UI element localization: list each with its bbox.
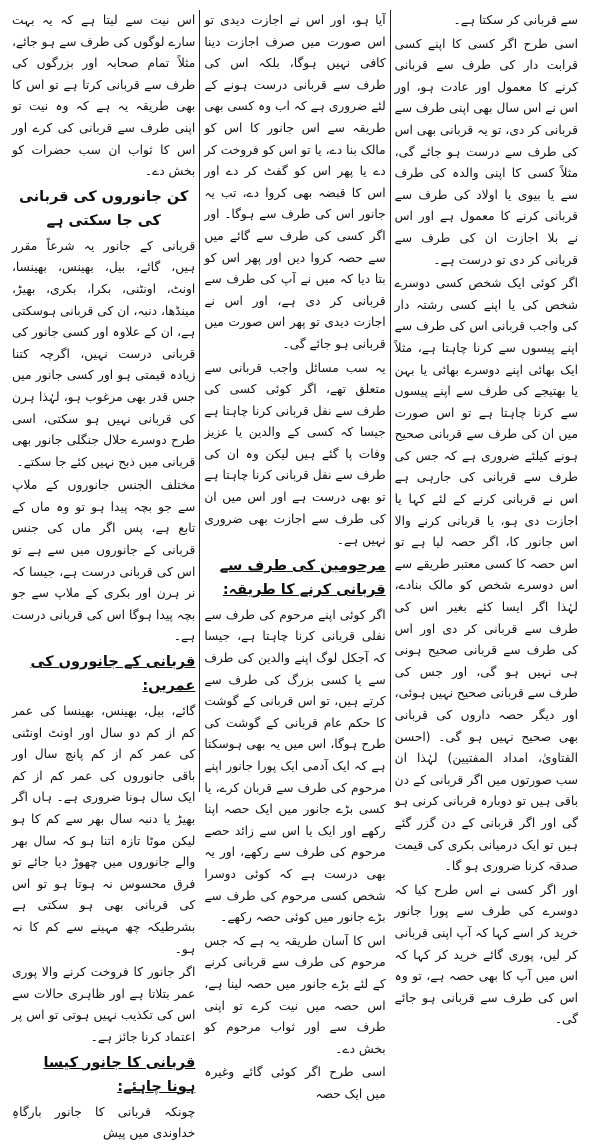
paragraph: گائے، بیل، بھینس، بھینسا کی عمر کم از کم دو سال اور اونٹ اونٹنی کی عمر کم از کم پانچ سال اور باقی جانوروں کی عمر کم از کم ایک سال ہونا ضروری ہے۔ ہاں اگر بھیڑ یا دنبہ سال بھر سے کم کا ہو لیکن موٹا تازہ اتنا ہو کہ سال بھر والے جانوروں میں چھوڑ دیا جائے تو فرق محسوس نہ ہوتا ہو تو اس کی قربانی بھی ہو سکتی ہے بشرطیکہ چھ مہینے سے کم کا نہ ہو۔	[12, 704, 196, 956]
column-left	[8, 10, 199, 1141]
heading-text: کن جانوروں کی قربانی کی جا سکتی ہے	[18, 188, 189, 229]
paragraph: آیا ہو، اور اس نے اجازت دیدی تو اس صورت میں صرف اجازت دینا کافی نہیں ہوگا، بلکہ اس کی طرف سے قربانی درست ہونے کے لئے ضروری ہے کہ اب وہ کسی بھی طریقہ سے اس جانور کا اس کو مالک بنا دے، یا تو اس کو فروخت کر دے یا پھر اس کو گفٹ کر دے اور اس کا قبضہ بھی کروا دے، تب یہ جانور اس کی طرف سے ہوگا۔ اور اگر کسی کی طرف سے گائے میں سے حصہ کروا دیں اور پھر اس کو بتا دیا کہ میں نے آپ کی طرف سے قربانی کر دی ہے، اور اس نے اجازت دیدی تو پھر اس صورت میں قربانی ہو جائے گی۔	[204, 13, 386, 351]
paragraph: سے قربانی کر سکتا ہے۔	[453, 13, 578, 27]
section-heading	[204, 554, 385, 602]
paragraph: قربانی کے جانور یہ شرعاً مقرر ہیں، گائے، بیل، بھینس، بھینسا، اونٹ، اونٹنی، بکرا، بکری، بھیڑ، مینڈھا، دنبہ، ان کی قربانی ہوسکتی ہے، ان کے علاوہ اور کسی جانور کی قربانی درست نہیں، اگرچہ کتنا زیادہ قیمتی ہو اور کسی جانور میں جس قدر بھی مرغوب ہو، لہٰذا ہرن کی قربانی نہیں ہو سکتی، اسی طرح دوسرے حلال جنگلی جانور بھی قربانی میں ذبح نہیں کئے جا سکتے۔	[12, 238, 196, 469]
paragraph: یہ سب مسائل واجب قربانی سے متعلق تھے، اگر کوئی کسی کی طرف سے نفل قربانی کرنا چاہتا ہے جیسا کہ کسی کے والدین یا عزیز وفات پا گئے ہیں لیکن وہ ان کی طرف سے نفل قربانی کرنا چاہتا ہے تو بھی درست ہے اور اس میں ان کی طرف سے اجازت بھی ضروری نہیں ہے۔	[204, 360, 386, 548]
paragraph: اگر کوئی اپنے مرحوم کی طرف سے نفلی قربانی کرنا چاہتا ہے، جیسا کہ آجکل لوگ اپنے والدین کی طرف سے یا کسی بزرگ کی طرف سے کرتے ہیں، تو اس قربانی کے گوشت کا حکم عام قربانی کے گوشت کی طرح ہوگا، اس میں یہ بھی ہوسکتا ہے کہ ایک آدمی ایک پورا جانور اپنے مرحوم کی طرف سے قربان کرے، یا کسی بڑے جانور میں ایک حصہ اپنا رکھے اور ایک یا اس سے زائد حصے مرحوم کی طرف سے رکھے، اور یہ بھی درست ہے کہ کوئی دوسرا شخص کسی مرحوم کی طرف سے بڑے جانور میں کوئی حصہ رکھے۔	[204, 607, 386, 925]
paragraph: اور اگر کسی نے اس طرح کیا کہ دوسرے کی طرف سے پورا جانور خرید کر اسے کہا کہ آپ اپنی قربانی کر لیں، پوری گائے خرید کر کہا کہ اس میں آپ کا بھی حصہ ہے، تو وہ اس کی طرف سے قربانی ہو جائے گی۔	[394, 882, 578, 1027]
heading-text: قربانی کے جانوروں کی عمریں:	[30, 654, 196, 695]
column-right	[391, 10, 582, 1027]
paragraph: چونکہ قربانی کا جانور بارگاہِ خداوندی میں پیش	[12, 1104, 196, 1141]
paragraph: مختلف الجنس جانوروں کے ملاپ سے جو بچہ پیدا ہو تو وہ ماں کے تابع ہے، پس اگر ماں کی جنس قربانی کے جانوروں میں سے ہے تو اس کی قربانی درست ہے، جیسا کہ نر ہرن اور بکری کے ملاپ سے جو بچہ پیدا ہوگا اس کی قربانی درست ہے۔	[12, 478, 196, 644]
paragraph: اگر جانور کا فروخت کرنے والا پوری عمر بتلاتا ہے اور ظاہری حالات سے اس کی تکذیب نہیں ہوتی تو اس پر اعتماد کرنا جائز ہے۔	[12, 965, 196, 1044]
paragraph: اس کا آسان طریقہ یہ ہے کہ جس مرحوم کی طرف سے قربانی کرنے کے لئے بڑے جانور میں حصہ لینا ہے، اس حصہ میں نیت کرے تو اپنی طرف سے اور ثواب مرحوم کو بخش دے۔	[204, 933, 386, 1056]
heading-text: قربانی کا جانور کیسا ہونا چاہئے:	[43, 1054, 196, 1095]
paragraph: اسی طرح اگر کسی کا اپنے کسی قرابت دار کی طرف سے قربانی کرنے کا معمول اور عادت ہو، اور اس نے اس سال بھی اپنی طرف سے قربانی کر دی، تو یہ قربانی بھی اس کی طرف سے درست ہو جائے گی، مثلاً کسی کا اپنی والدہ کی طرف سے یا بیوی یا اولاد کی طرف سے قربانی کرنے کا معمول ہے اور اس نے بلا اجازت ان کی طرف سے قربانی کر دی تو درست ہے۔	[394, 36, 578, 267]
column-middle	[199, 10, 390, 1101]
paragraph: اسی طرح اگر کوئی گائے وغیرہ میں ایک حصہ	[204, 1065, 386, 1101]
section-heading	[12, 1051, 195, 1099]
section-heading	[12, 650, 195, 698]
paragraph: اگر کوئی ایک شخص کسی دوسرے شخص کی یا اپنے کسی رشتہ دار کی واجب قربانی اس کی طرف سے اپنے پیسوں سے کرنا چاہتا ہے، مثلاً ایک بھائی اپنے دوسرے بھائی یا بہن یا بھتیجے کی طرف سے اپنے پیسوں سے کرنا چاہتا ہے تو اس صورت میں ان کی طرف سے قربانی صحیح ہونے کیلئے ضروری ہے کہ جس کی طرف سے قربانی کی جارہی ہے اس نے قربانی کرنے کے لئے کہا یا اجازت دی ہو، یا قربانی کرنے والا اس جانور کا، اگر حصہ لیا ہے تو اس حصہ کا کسی معتبر طریقے سے اس دوسرے شخص کو مالک بنادے، لہٰذا اگر ایسا کئے بغیر اس کی طرف سے قربانی کر دی اور اس کی طرف سے قربانی صحیح ہونی ہی نہیں ہو گی، اور جس کی طرف سے قربانی صحیح نہیں ہوئی، اور دیگر حصہ داروں کی قربانی بھی صحیح نہیں ہو گی۔ (احسن الفتاویٰ، امداد المفتیین) لہٰذا ان سب صورتوں میں اگر قربانی کے دن باقی ہیں تو دوبارہ قربانی کرنی ہو گی اور اگر قربانی کے دن گزر گئے ہیں تو ایک درمیانی بکری کی قیمت صدقہ کرنا ضروری ہو گا۔	[394, 276, 578, 874]
section-heading	[12, 185, 195, 233]
heading-text: مرحومین کی طرف سے قربانی کرنے کا طریقہ:	[219, 557, 386, 598]
paragraph: اس نیت سے لیتا ہے کہ یہ بہت سارے لوگوں کی طرف سے ہو جائے، مثلاً تمام صحابہ اور بزرگوں کی طرف سے قربانی کرتا ہے تو اس کا بھی طریقہ یہ ہے کہ وہ نیت تو اپنی طرف سے قربانی کی کرے اور اس کا ثواب ان سب حضرات کو بخش دے۔	[12, 13, 196, 179]
text-columns	[8, 10, 582, 1141]
